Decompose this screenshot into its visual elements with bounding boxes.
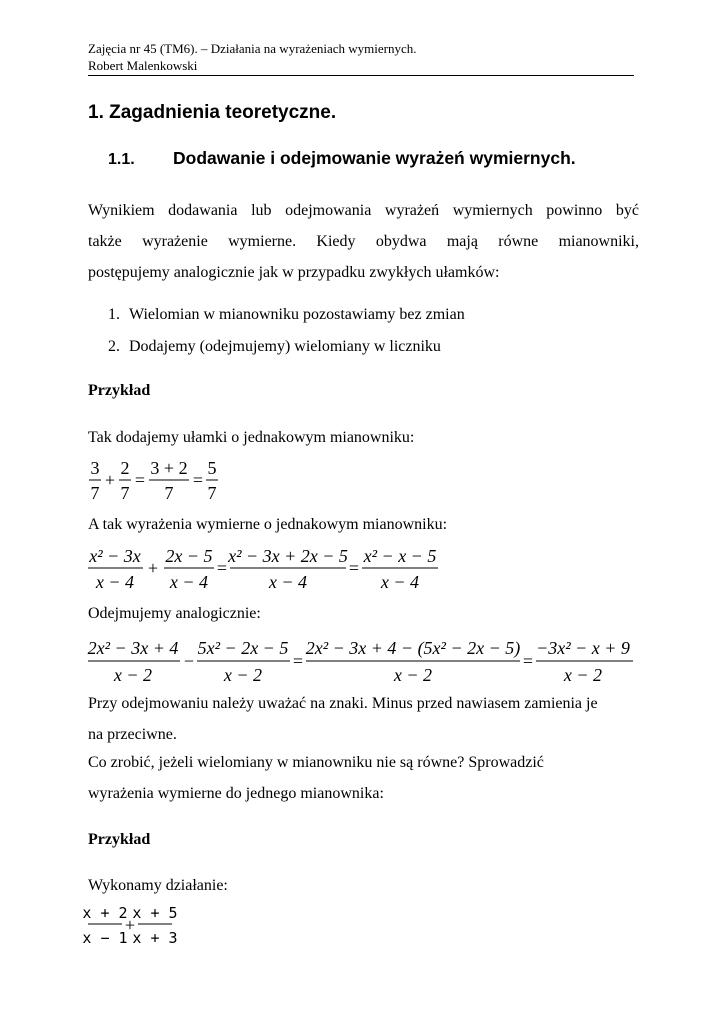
equals-sign: = <box>292 651 304 671</box>
sign-note-line-2: na przeciwne. <box>88 726 177 743</box>
question-line-2: wyrażenia wymierne do jednego mianownika: <box>88 785 384 802</box>
list-item-number: 2. <box>108 338 120 355</box>
denominator: x − 4 <box>169 572 209 592</box>
plus-sign: + <box>124 915 136 935</box>
header-rule <box>88 75 634 76</box>
denominator: x − 2 <box>563 665 603 685</box>
operation-intro: Wykonamy działanie: <box>88 877 228 894</box>
page-header <box>88 40 634 74</box>
intro-line-1: Wynikiem dodawania lub odejmowania wyrażeń wymiernych powinno być <box>88 202 639 219</box>
numerator: 3 + 2 <box>150 458 188 478</box>
numerator: x² − 3x <box>89 546 141 566</box>
numerator: x + 5 <box>132 904 178 922</box>
numerator: 5x² − 2x − 5 <box>197 638 289 658</box>
numerator: x² − x − 5 <box>363 546 437 566</box>
header-author: Robert Malenkowski <box>88 58 198 73</box>
minus-sign: − <box>183 651 195 671</box>
plus-sign: + <box>104 470 116 490</box>
subsection-title: Dodawanie i odejmowanie wyrażeń wymiernych. <box>173 148 576 168</box>
plus-sign: + <box>147 558 159 578</box>
question-line-1: Co zrobić, jeżeli wielomiany w mianowniku nie są równe? Sprowadzić <box>88 754 544 771</box>
denominator: 7 <box>164 483 174 503</box>
formula-fraction-sum <box>88 455 228 505</box>
list-item-text: Dodajemy (odejmujemy) wielomiany w liczniku <box>129 338 441 355</box>
denominator: x + 3 <box>132 929 178 947</box>
section-title: 1. Zagadnienia teoretyczne. <box>88 102 337 123</box>
denominator: 7 <box>120 483 130 503</box>
fractions-intro: Tak dodajemy ułamki o jednakowym mianowniku: <box>88 429 415 446</box>
numerator: −3x² − x + 9 <box>536 638 630 658</box>
header-course-title: Zajęcia nr 45 (TM6). – Działania na wyrażeniach wymiernych. <box>88 41 417 56</box>
list-item <box>108 337 441 357</box>
denominator: x − 4 <box>268 572 308 592</box>
equals-sign: = <box>348 558 360 578</box>
formula-rational-sum <box>88 542 448 594</box>
common-denominator-question <box>88 747 639 809</box>
sign-note-line-1: Przy odejmowaniu należy uważać na znaki. Minus przed nawiasem zamienia je <box>88 695 598 712</box>
formula-rational-difference <box>88 632 640 688</box>
intro-line-3: postępujemy analogicznie jak w przypadku zwykłych ułamków: <box>88 264 500 281</box>
formula-different-denominators <box>82 902 188 950</box>
numerator: 5 <box>207 458 217 478</box>
example-1-label: Przykład <box>88 382 151 399</box>
numerator: 2x − 5 <box>165 546 213 566</box>
denominator: x − 2 <box>223 665 263 685</box>
sign-note <box>88 688 639 750</box>
denominator: x − 4 <box>95 572 135 592</box>
subsection-heading <box>108 146 576 172</box>
numerator: 2x² − 3x + 4 <box>87 638 179 658</box>
denominator: 7 <box>90 483 100 503</box>
denominator: x − 1 <box>82 929 128 947</box>
denominator: x − 4 <box>380 572 420 592</box>
example-2-label: Przykład <box>88 831 151 848</box>
numerator: 2 <box>120 458 130 478</box>
equals-sign: = <box>216 558 228 578</box>
numerator: x² − 3x + 2x − 5 <box>228 546 348 566</box>
numerator: x + 2 <box>82 904 128 922</box>
denominator: x − 2 <box>393 665 433 685</box>
equals-sign: = <box>134 470 146 490</box>
subsection-number: 1.1. <box>108 151 135 168</box>
list-item-text: Wielomian w mianowniku pozostawiamy bez zmian <box>129 306 465 323</box>
denominator: 7 <box>207 483 217 503</box>
denominator: x − 2 <box>113 665 153 685</box>
equals-sign: = <box>522 651 534 671</box>
list-item <box>108 305 465 325</box>
numerator: 2x² − 3x + 4 − (5x² − 2x − 5) <box>305 638 521 658</box>
intro-paragraph <box>88 195 639 288</box>
equals-sign: = <box>192 470 204 490</box>
rational-intro: A tak wyrażenia wymierne o jednakowym mianowniku: <box>88 516 448 533</box>
subtract-intro: Odejmujemy analogicznie: <box>88 605 261 622</box>
intro-line-2: także wyrażenie wymierne. Kiedy obydwa mają równe mianowniki, <box>88 233 639 250</box>
list-item-number: 1. <box>108 306 120 323</box>
numerator: 3 <box>90 458 100 478</box>
